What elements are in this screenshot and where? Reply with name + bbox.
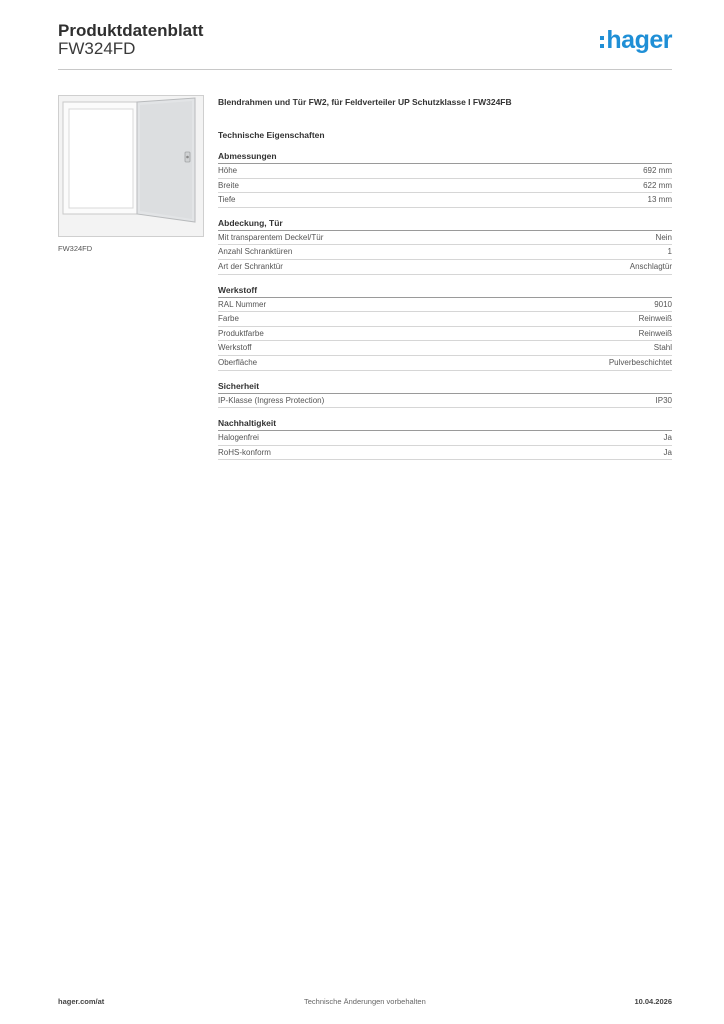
product-code: FW324FD — [58, 39, 136, 58]
section-heading: Technische Eigenschaften — [218, 130, 325, 140]
door-frame-image — [59, 96, 203, 236]
image-caption: FW324FD — [58, 244, 93, 253]
spec-row — [218, 164, 672, 179]
logo-text: hager — [606, 25, 672, 54]
spec-row — [218, 446, 672, 461]
product-description: Blendrahmen und Tür FW2, für Feldverteiler UP Schutzklasse I FW324FB — [218, 97, 512, 107]
spec-value: Ja — [663, 447, 672, 457]
spec-value: Nein — [655, 232, 672, 242]
spec-label: Farbe — [218, 314, 239, 324]
spec-value: 9010 — [654, 299, 672, 309]
spec-row — [218, 193, 672, 208]
spec-value: Pulverbeschichtet — [608, 357, 672, 367]
spec-label: IP-Klasse (Ingress Protection) — [218, 395, 325, 405]
spec-label: Halogenfrei — [218, 433, 259, 443]
footer-date: 10.04.2026 — [634, 997, 672, 1006]
spec-label: Oberfläche — [218, 357, 258, 367]
spec-group-title: Abdeckung, Tür — [218, 217, 672, 231]
spec-row — [218, 327, 672, 342]
document-title: Produktdatenblatt — [58, 21, 204, 40]
spec-label: Produktfarbe — [218, 328, 264, 338]
spec-content — [218, 95, 672, 460]
spec-value: Stahl — [653, 343, 672, 353]
spec-label: Tiefe — [218, 195, 236, 205]
logo-colon-icon — [600, 36, 604, 48]
spec-group — [218, 284, 672, 371]
spec-row — [218, 341, 672, 356]
spec-value: 622 mm — [643, 180, 672, 190]
spec-group — [218, 417, 672, 460]
spec-group-title: Nachhaltigkeit — [218, 417, 672, 431]
spec-value: 692 mm — [643, 166, 672, 175]
spec-group-title: Sicherheit — [218, 380, 672, 394]
spec-row — [218, 356, 672, 371]
spec-label: Art der Schranktür — [218, 261, 283, 271]
spec-label: Breite — [218, 180, 239, 190]
spec-value: Reinweiß — [638, 314, 672, 324]
spec-group-title: Werkstoff — [218, 284, 672, 298]
spec-row — [218, 298, 672, 313]
spec-value: 13 mm — [647, 195, 672, 205]
spec-label: Anzahl Schranktüren — [218, 247, 293, 257]
spec-value: Reinweiß — [638, 328, 672, 338]
product-image — [58, 95, 204, 237]
spec-value: IP30 — [655, 395, 672, 405]
spec-row — [218, 245, 672, 260]
spec-group-title: Abmessungen — [218, 150, 672, 164]
spec-row — [218, 394, 672, 409]
page-header — [58, 21, 672, 70]
spec-group — [218, 150, 672, 208]
spec-value: Ja — [663, 433, 672, 443]
spec-label: Werkstoff — [218, 343, 252, 353]
footer-website: hager.com/at — [58, 997, 105, 1006]
spec-group — [218, 217, 672, 275]
spec-row — [218, 260, 672, 275]
spec-row — [218, 431, 672, 446]
spec-value: 1 — [667, 247, 672, 257]
spec-group — [218, 380, 672, 409]
spec-label: Mit transparentem Deckel/Tür — [218, 232, 324, 242]
hager-logo — [600, 27, 672, 53]
footer-notice: Technische Änderungen vorbehalten — [304, 997, 426, 1006]
spec-label: Höhe — [218, 166, 238, 175]
spec-label: RoHS-konform — [218, 447, 271, 457]
spec-label: RAL Nummer — [218, 299, 267, 309]
spec-row — [218, 179, 672, 194]
spec-groups — [218, 150, 672, 460]
spec-value: Anschlagtür — [629, 261, 672, 271]
spec-row — [218, 312, 672, 327]
spec-row — [218, 231, 672, 246]
